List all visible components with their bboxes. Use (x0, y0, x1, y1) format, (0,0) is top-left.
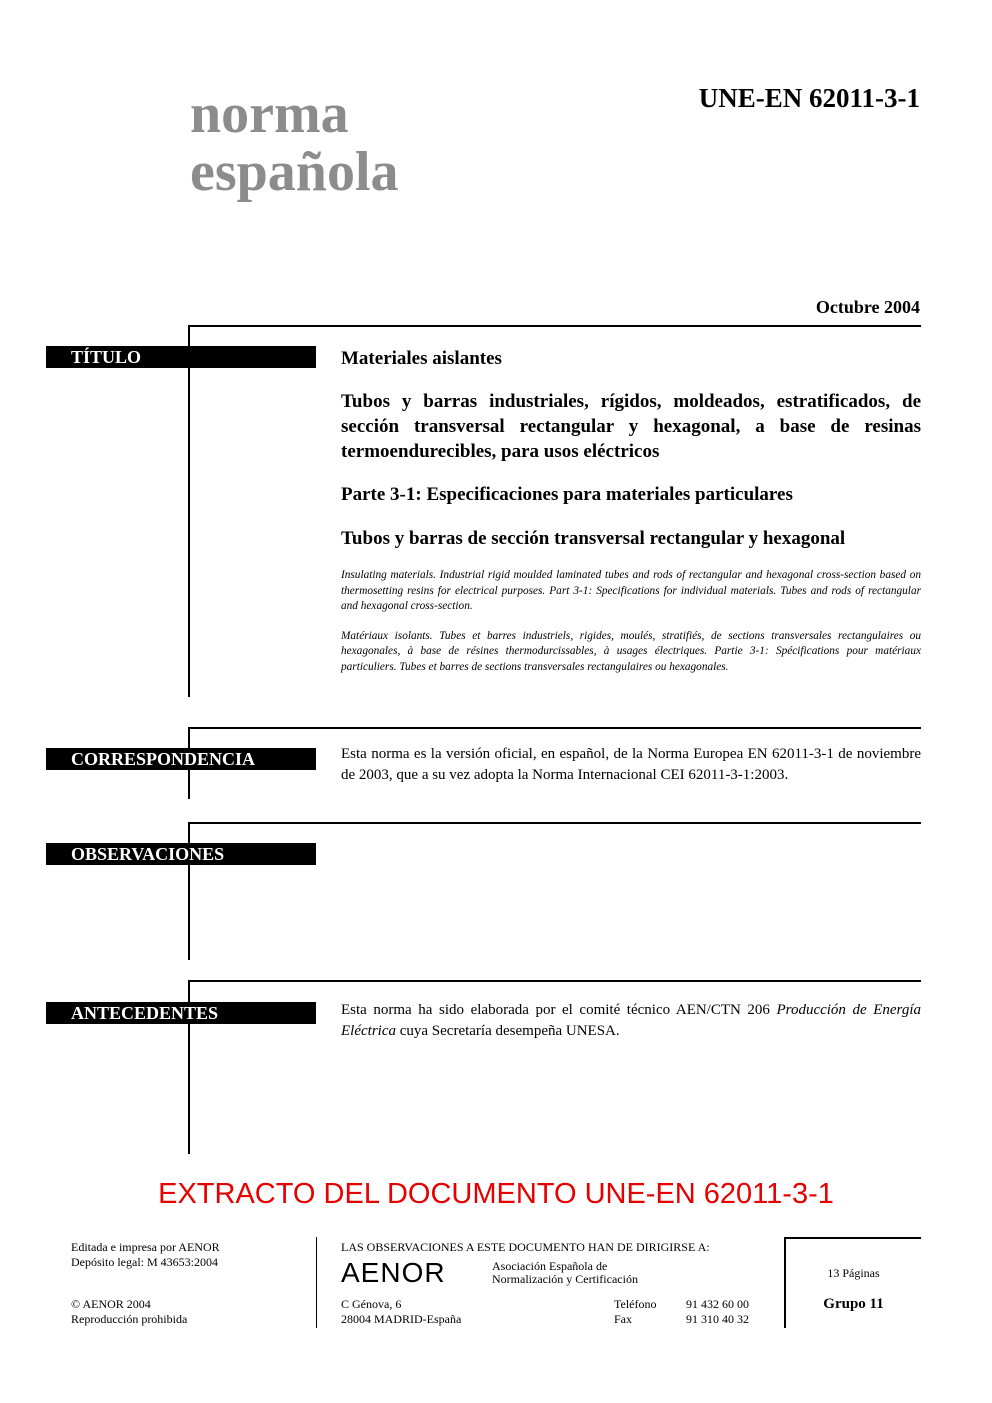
correspondencia-text: Esta norma es la versión oficial, en español, de la Norma Europea EN 62011-3-1 de noviembre de 2003, que a su vez adopta la Norma Internacional CEI 62011-3-1:2003. (341, 746, 921, 783)
title-french: Matériaux isolants. Tubes et barres industriels, rigides, moulés, stratifiés, de sections transversales rectangulaires ou hexagonales, à base de résines thermodurcissables, à usages électriques. Partie 3-1: Spécifications pour matériaux particuliers. Tubes et barres de sections transversales rectangulaires ou hexagonales. (341, 629, 921, 673)
phone-label: Teléfono (614, 1297, 657, 1311)
footer-edition-info (71, 1240, 220, 1270)
fax-label: Fax (614, 1312, 632, 1326)
footer-rights (71, 1297, 187, 1327)
title-english: Insulating materials. Industrial rigid moulded laminated tubes and rods of rectangular and hexagonal cross-section based on thermosetting resins for electrical purposes. Part 3-1: Specifications for individual materials. Tubes and rods of rectangular and hexagonal cross-section. (341, 569, 921, 612)
footer-copyright: © AENOR 2004 (71, 1297, 151, 1311)
aenor-name-line-1: Asociación Española de (492, 1259, 608, 1273)
publication-date: Octubre 2004 (815, 297, 920, 317)
antecedentes-text (341, 1000, 921, 1042)
titulo-content (341, 346, 921, 675)
footer-divider (316, 1237, 317, 1328)
brand-line-1: norma (190, 83, 349, 145)
section-divider (188, 727, 921, 729)
section-vertical-rule (188, 325, 190, 697)
title-part: Parte 3-1: Especificaciones para materiales particulares (341, 484, 793, 505)
pages-box-top-rule (784, 1237, 921, 1239)
brand-line-2: española (190, 141, 399, 203)
footer-address (341, 1297, 461, 1327)
footer-edited: Editada e impresa por AENOR (71, 1240, 220, 1254)
aenor-name-line-2: Normalización y Certificación (492, 1272, 638, 1286)
price-group: Grupo 11 (823, 1296, 884, 1312)
footer-reproduction: Reproducción prohibida (71, 1312, 188, 1326)
label-observaciones: OBSERVACIONES (46, 843, 316, 865)
label-antecedentes: ANTECEDENTES (46, 1002, 316, 1024)
aenor-full-name (492, 1260, 638, 1286)
address-street: C Génova, 6 (341, 1297, 402, 1311)
section-divider (188, 822, 921, 824)
extract-notice: EXTRACTO DEL DOCUMENTO UNE-EN 62011-3-1 (158, 1178, 834, 1210)
address-city: 28004 MADRID-España (341, 1312, 462, 1326)
footer-observations-header: LAS OBSERVACIONES A ESTE DOCUMENTO HAN DE DIRIGIRSE A: (341, 1240, 710, 1254)
title-main: Materiales aislantes (341, 348, 502, 369)
label-titulo: TÍTULO (46, 346, 316, 368)
document-code: UNE-EN 62011-3-1 (698, 83, 920, 113)
page-count: 13 Páginas (827, 1266, 880, 1280)
footer-contact-labels (614, 1297, 656, 1327)
footer-deposit: Depósito legal: M 43653:2004 (71, 1255, 218, 1269)
pages-box-left-rule (784, 1237, 786, 1328)
fax-number: 91 310 40 32 (686, 1312, 749, 1326)
label-correspondencia: CORRESPONDENCIA (46, 748, 316, 770)
antecedentes-text-start: Esta norma ha sido elaborada por el comité técnico AEN/CTN 206 (341, 1002, 777, 1018)
section-divider (188, 325, 921, 327)
section-divider (188, 980, 921, 982)
title-description: Tubos y barras industriales, rígidos, moldeados, estratificados, de sección transversal rectangular y hexagonal, a base de resinas termoendurecibles, para usos eléctricos (341, 391, 921, 462)
phone-number: 91 432 60 00 (686, 1297, 749, 1311)
footer-contact-values (686, 1297, 749, 1327)
antecedentes-text-end: cuya Secretaría desempeña UNESA. (395, 1023, 620, 1039)
title-subject: Tubos y barras de sección transversal rectangular y hexagonal (341, 528, 846, 549)
aenor-logo: AENOR (341, 1257, 446, 1288)
antecedentes-committee-name: Producción de Energía Eléctrica (341, 1002, 921, 1039)
